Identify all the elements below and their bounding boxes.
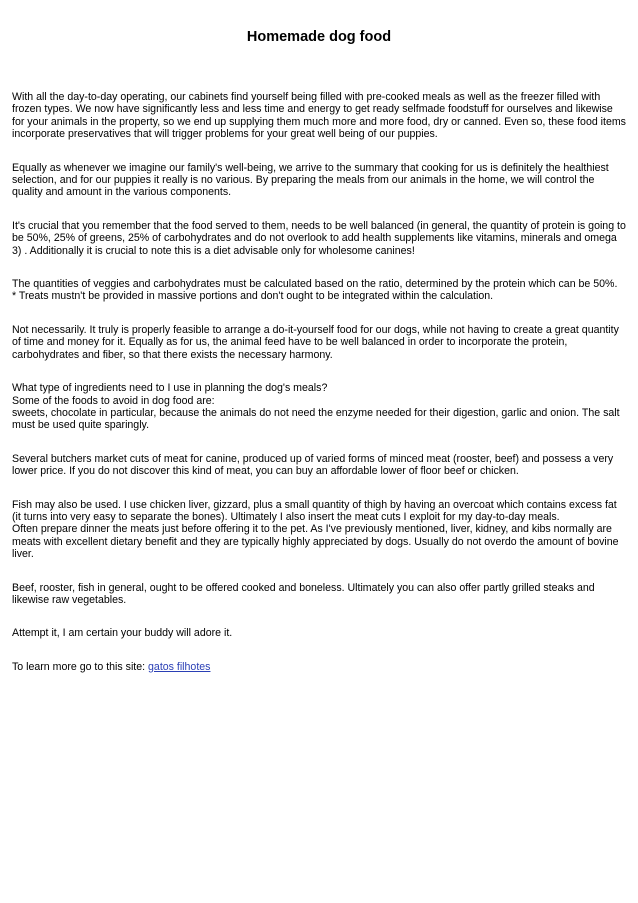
closing-paragraph (12, 661, 626, 673)
paragraph-line: What type of ingredients need to I use in planning the dog's meals? (12, 382, 328, 395)
paragraph-line: The quantities of veggies and carbohydrates must be calculated based on the ratio, determined by the protein which can be 50%. (12, 278, 618, 291)
paragraph-line: Several butchers market cuts of meat for canine, produced up of varied forms of minced meat (rooster, beef) and possess a very lower price. If you do not discover this kind of meat, you can buy an affordable lower of floor beef or chicken. (12, 452, 614, 478)
paragraph-4 (12, 278, 626, 303)
paragraph-line: It's crucial that you remember that the food served to them, needs to be well balanced (in general, the quantity of protein is going to be 50%, 25% of greens, 25% of carbohydrates and do not overlook to add health supplements like vitamins, minerals and omega 3) . Additionally it is crucial to note this is a diet advisable only for wholesome canines! (12, 219, 626, 257)
paragraph-6 (12, 382, 626, 432)
paragraph-line: Not necessarily. It truly is properly feasible to arrange a do-it-yourself food for our dogs, while not having to create a great quantity of time and money for it. Equally as for us, the animal feed have to be well balanced in order to incorporate the protein, carbohydrates and fiber, so that there exists the necessary harmony. (12, 323, 619, 361)
paragraph-5 (12, 324, 626, 361)
paragraph-line: Equally as whenever we imagine our family's well-being, we arrive to the summary that cooking for us is definitely the healthiest selection, and for our puppies it really is no various. By preparing the meals from our animals in the home, we will control the quality and amount in the various components. (12, 161, 609, 199)
paragraph-line: Attempt it, I am certain your buddy will adore it. (12, 627, 233, 640)
paragraph-line: Beef, rooster, fish in general, ought to be offered cooked and boneless. Ultimately you can also offer partly grilled steaks and likewise raw vegetables. (12, 581, 595, 606)
paragraph-line: sweets, chocolate in particular, because the animals do not need the enzyme needed for their digestion, garlic and onion. The salt must be used quite sparingly. (12, 406, 620, 432)
document-title: Homemade dog food (246, 29, 392, 45)
closing-prefix: To learn more go to this site: (12, 660, 149, 673)
paragraph-line: Some of the foods to avoid in dog food are: (12, 394, 215, 407)
paragraph-line: Often prepare dinner the meats just before offering it to the pet. As I've previously mentioned, liver, kidney, and kibs normally are meats with excellent dietary benefit and they are typically highly appreciated by dogs. Usually do not overdo the amount of bovine liver. (12, 523, 619, 561)
paragraph-line: Fish may also be used. I use chicken liver, gizzard, plus a small quantity of thigh by having an overcoat which contains excess fat (it turns into very easy to separate the bones). Ultimately I also insert the meat cuts I exploit for my day-to-day meals. (12, 498, 617, 523)
paragraph-3 (12, 220, 626, 257)
gatos-filhotes-link[interactable]: gatos filhotes (148, 660, 211, 673)
paragraph-line: * Treats mustn't be provided in massive portions and don't ought to be integrated within the calculation. (12, 290, 494, 303)
paragraph-line: With all the day-to-day operating, our cabinets find yourself being filled with pre-cooked meals as well as the freezer filled with frozen types. We now have significantly less and less time and energy to get ready selfmade foodstuff for ourselves and likewise for your animals in the property, so we end up supplying them much more and more food, dry or canned. Even so, these food items incorporate preservatives that will trigger problems for your great well being of our puppies. (12, 91, 626, 141)
paragraph-10 (12, 627, 626, 639)
paragraph-2 (12, 162, 626, 199)
paragraph-9 (12, 582, 626, 607)
paragraph-7 (12, 453, 626, 478)
document-body (12, 91, 626, 694)
paragraph-1 (12, 91, 626, 141)
paragraph-8 (12, 499, 626, 561)
